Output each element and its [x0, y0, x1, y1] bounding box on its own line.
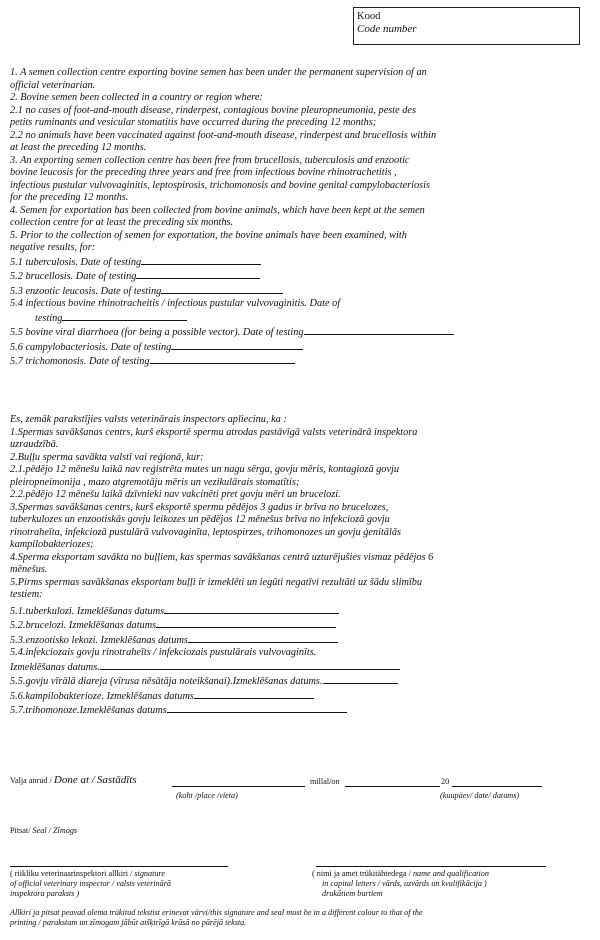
date-field[interactable]: [188, 633, 338, 643]
text-line: 2.2 no animals have been vaccinated against foot-and-mouth disease, rinderpest and brucellosis within: [10, 129, 437, 141]
text-line: infectious pustular vulvovaginitis, leptospirosis, trichomonosis and bovine genital campylobacteriosis: [10, 179, 431, 191]
date-field[interactable]: [100, 660, 400, 670]
text-line: 2.1 no cases of foot-and-mouth disease, rinderpest, contagious bovine pleuropneumonia, peste des: [10, 104, 417, 116]
text-line: at least the preceding 12 months.: [10, 142, 147, 153]
text-line: testiem:: [10, 589, 43, 600]
name-caption: ( nimi ja amet trükitähtedega / name and qualification in capital letters / vārds, uzvārds un kvalifikācija ) drukātiem burtiem: [312, 869, 489, 898]
date-field[interactable]: [62, 311, 187, 321]
test-line-5-6: 5.6 campylobacteriosis. Date of testing: [10, 340, 454, 355]
date-field[interactable]: [164, 604, 339, 614]
latvian-section: [10, 414, 433, 718]
on-label: millal/on: [310, 777, 340, 786]
test-line-5-5: 5.5 bovine viral diarrhoea (for being a possible vector). Date of testing: [10, 325, 454, 340]
test-line-5-7: 5.7 trichomonosis. Date of testing: [10, 354, 454, 369]
text-line: rinotraheīta, infekciozā pustulārā vulvovaginīta, leptospirzes, trihomonozes un govju ģenitālās: [10, 526, 401, 538]
date-field[interactable]: [167, 703, 347, 713]
text-line: for the preceding 12 months.: [10, 192, 129, 203]
date-field[interactable]: [171, 340, 303, 350]
date-field[interactable]: [156, 618, 336, 628]
text-line: 1. A semen collection centre exporting bovine semen has been under the permanent supervision of an: [10, 67, 427, 78]
date-field[interactable]: [304, 325, 454, 335]
place-field[interactable]: [172, 786, 305, 787]
test-line-5-1-lv: 5.1.tuberkulozi. Izmeklēšanas datums: [10, 604, 433, 619]
text-line: tuberkulozes un enzootiskās govju leikozes un pēdējos 12 mēnešus brīva no infekciozā govju: [10, 514, 390, 525]
date-field[interactable]: [161, 284, 283, 294]
text-line: kampilobakteriozes;: [10, 539, 94, 550]
test-line-5-5-lv: 5.5.govju vīrālā diareja (vīrusa nēsātāja noteikšanai).Izmeklēšanas datums.: [10, 674, 433, 689]
signature-line[interactable]: [10, 866, 228, 867]
date-field[interactable]: [136, 269, 260, 279]
text-line: 1.Spermas savākšanas centrs, kurš eksportē spermu atrodas pastāvīgā valsts veterinārā inspektora: [10, 426, 418, 438]
date-field[interactable]: [345, 786, 440, 787]
english-section: [10, 67, 454, 369]
text-line: 4. Semen for exportation has been collected from bovine animals, which have been kept at the semen: [10, 204, 425, 216]
place-caption: (koht /place /vieta): [176, 791, 238, 800]
name-line[interactable]: [316, 866, 546, 867]
text-line: 5.Pirms spermas savākšanas eksportam buļļi ir izmeklēti un iegūti negatīvi rezultāti uz šādu slimību: [10, 576, 423, 588]
signature-caption: ( riikliku veterinaarinspektori allkiri / signature of official veterinary inspector / valsts veterinārā inspektora paraksts ): [10, 869, 171, 898]
text-line: mēnešus.: [10, 564, 48, 575]
date-field[interactable]: [141, 255, 261, 265]
done-at-lv: Valja anrud /: [10, 776, 52, 785]
text-line: 3.Spermas savākšanas centrs, kurš eksportē spermu pēdējos 3 gadus ir brīva no brucelozes,: [10, 501, 389, 513]
date-field[interactable]: [150, 354, 295, 364]
text-line: petits ruminants and vesicular stomatitis have occurred during the preceding 12 months;: [10, 117, 377, 128]
test-line-5-7-lv: 5.7.trihomonoze.Izmeklēšanas datums: [10, 703, 433, 718]
text-line: pleiropneimonija , mazo atgremotāju mēris un vezikulārais stomatītis;: [10, 476, 300, 488]
date-field[interactable]: [194, 689, 314, 699]
text-line: bovine leucosis for the preceding three years and free from infectious bovine rhinotrachetitis ,: [10, 167, 397, 178]
text-line: 2.1.pēdējo 12 mēnešu laikā nav reģistrēta mutes un nagu sērga, govju mēris, kontagiozā govju: [10, 464, 400, 475]
text-line: negative results, for:: [10, 242, 96, 253]
code-label-en: Code number: [357, 23, 417, 35]
text-line: 2.Buļļu sperma savākta valstī vai reģionā, kur:: [10, 451, 204, 463]
year-prefix: 20: [441, 777, 450, 786]
text-line: 5. Prior to the collection of semen for exportation, the bovine animals have been examined, with: [10, 229, 407, 241]
test-line-5-4b: testing: [10, 311, 454, 326]
test-line-5-1: 5.1 tuberculosis. Date of testing: [10, 255, 454, 270]
done-at-lv2: Sastādīts: [96, 774, 137, 786]
date-caption: (kuupäev/ date/ datums): [440, 791, 520, 800]
code-number-box[interactable]: [353, 7, 580, 45]
done-at-row: [10, 775, 137, 786]
date-field[interactable]: [323, 674, 398, 684]
year-field[interactable]: [452, 786, 542, 787]
text-line: collection centre for at least the preceding six months.: [10, 217, 234, 228]
code-label: Kood: [357, 11, 381, 22]
test-line-5-3-lv: 5.3.enzootisko lekozi. Izmeklēšanas datums: [10, 633, 433, 648]
text-line: 2. Bovine semen been collected in a country or region where:: [10, 92, 263, 103]
text-line: official veterinarian.: [10, 79, 96, 91]
test-line-5-3: 5.3 enzootic leucosis. Date of testing: [10, 284, 454, 299]
test-line-5-4: 5.4 infectious bovine rhinotracheitis / infectious pustular vulvovaginitis. Date of: [10, 298, 341, 309]
text-line: 4.Sperma eksportam savākta no buļļiem, kas spermas savākšanas centrā uzturējušies vismaz pēdējos 6: [10, 551, 434, 563]
test-line-5-6-lv: 5.6.kampilobakterioze. Izmeklēšanas datums: [10, 689, 433, 704]
text-line: 3. An exporting semen collection centre has been free from brucellosis, tuberculosis and enzootic: [10, 154, 410, 166]
text-line: 2.2.pēdējo 12 mēnešu laikā dzīvnieki nav vakcinēti pret govju mēri un brucelozi.: [10, 489, 341, 500]
test-line-5-2: 5.2 brucellosis. Date of testing: [10, 269, 454, 284]
colour-note: Allkiri ja pitsat peavad olema trükitud tekstist erinevat värvi/this signature and seal must be in a different colour to that of the printing / parakstam un zīmogam jābūt atšķirīgā krāsā no pārējā teksta.: [10, 908, 423, 927]
done-at-en: Done at /: [53, 774, 95, 786]
seal-label: Pitsat/ Seal / Zīmogs: [10, 826, 78, 835]
text-line: Es, zemāk parakstījies valsts veterinārais inspectors apliecinu, ka :: [10, 414, 287, 425]
test-line-5-2-lv: 5.2.brucelozi. Izmeklēšanas datums: [10, 618, 433, 633]
test-line-5-4b-lv: Izmeklēšanas datums.: [10, 660, 433, 675]
text-line: uzraudzībā.: [10, 439, 59, 450]
test-line-5-4-lv: 5.4.infekciozais govju rinotraheīts / infekciozais pustulārais vulvovaginīts.: [10, 647, 317, 658]
